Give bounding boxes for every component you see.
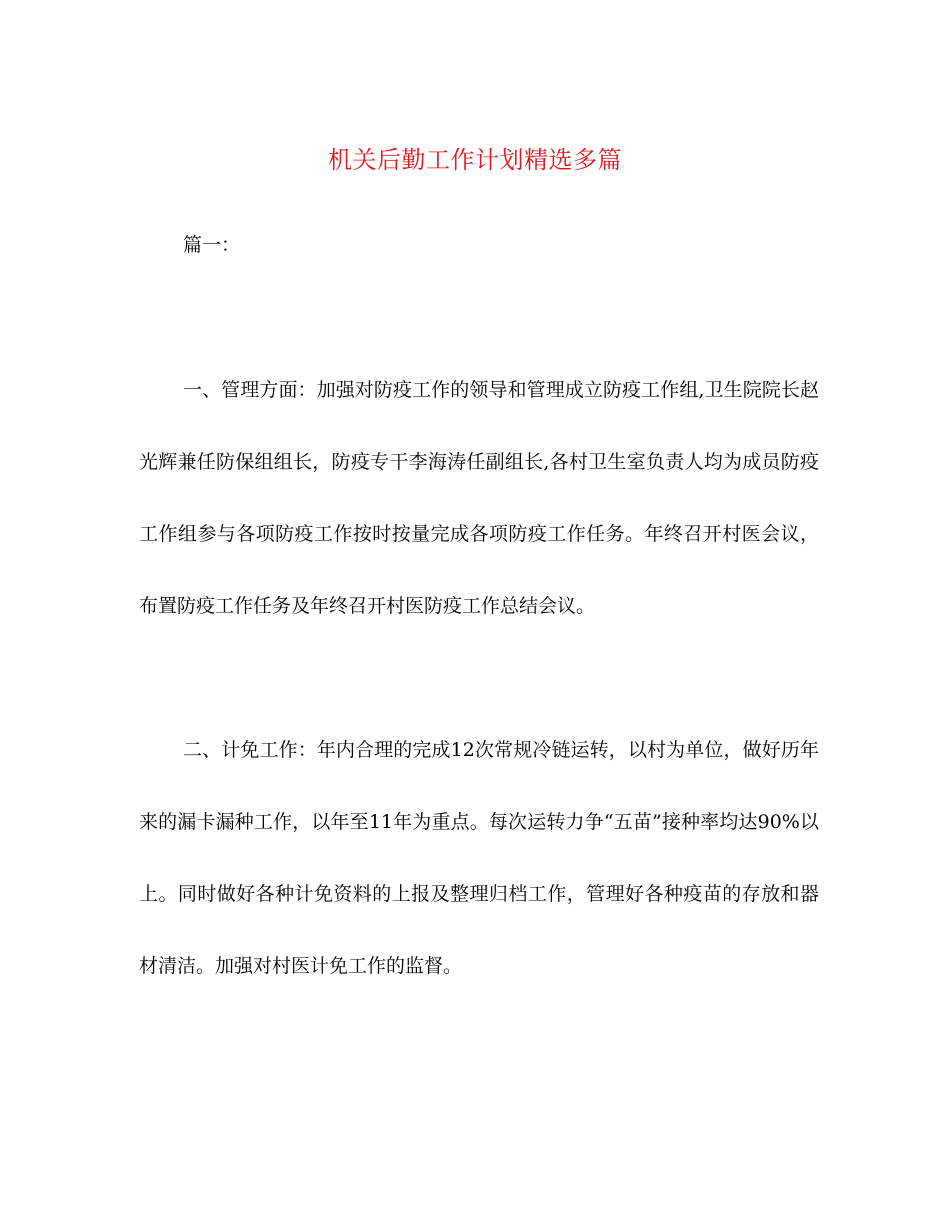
paragraph-immunization: 二、计免工作：年内合理的完成12次常规冷链运转，以村为单位，做好历年来的漏卡漏种工作，以年至11年为重点。每次运转力争“五苗”接种率均达90%以上。同时做好各种计免资料的上报及整理归档工作，管理好各种疫苗的存放和器材清洁。加强对村医计免工作的监督。 bbox=[139, 739, 819, 977]
section-label: 篇一： bbox=[183, 234, 241, 256]
document-title: 机关后勤工作计划精选多篇 bbox=[328, 146, 622, 174]
paragraph-management: 一、管理方面：加强对防疫工作的领导和管理成立防疫工作组,卫生院院长赵光辉兼任防保组组长，防疫专干李海涛任副组长,各村卫生室负责人均为成员防疫工作组参与各项防疫工作按时按量完成各项防疫工作任务。年终召开村医会议，布置防疫工作任务及年终召开村医防疫工作总结会议。 bbox=[139, 379, 819, 617]
